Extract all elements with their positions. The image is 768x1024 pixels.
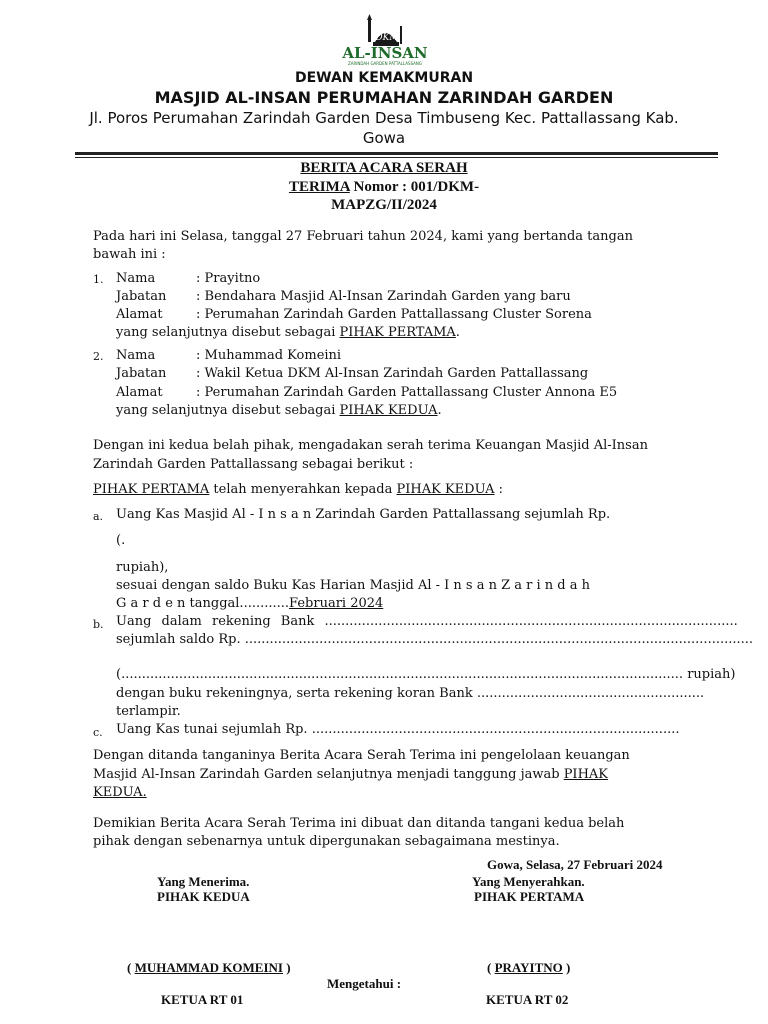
intro-line-2: bawah ini :	[93, 247, 166, 262]
party1-note-prefix: yang selanjutnya disebut sebagai	[116, 325, 340, 340]
item-a-line-5	[116, 596, 383, 611]
address-line-1: Jl. Poros Perumahan Zarindah Garden Desa Timbuseng Kec. Pattallassang Kab.	[89, 109, 679, 127]
item-b-line-3: (........................................................................................................................................ rupiah)	[116, 667, 736, 682]
right-role: Yang Menyerahkan.	[472, 874, 585, 889]
left-signatory	[127, 960, 291, 976]
party1-note	[116, 325, 460, 340]
para2-line-1: Dengan ditanda tanganinya Berita Acara Serah Terima ini pengelolaan keuangan	[93, 748, 630, 763]
handover-p2: PIHAK KEDUA	[396, 482, 495, 497]
party1-nama-label: Nama	[116, 271, 156, 286]
item-a-marker: a.	[93, 510, 104, 523]
left-role: Yang Menerima.	[157, 874, 250, 889]
handover-end: :	[494, 482, 504, 497]
doc-title-2u: TERIMA	[288, 179, 350, 195]
masjid-name: MASJID AL-INSAN PERUMAHAN ZARINDAH GARDEN	[154, 88, 614, 107]
doc-title-1: BERITA ACARA SERAH	[300, 160, 468, 176]
party2-nama-value: : Muhammad Komeini	[196, 348, 342, 363]
rt-right: KETUA RT 02	[486, 992, 569, 1007]
item-a-line-1: Uang Kas Masjid Al - I n s a n Zarindah Garden Pattallassang sejumlah Rp.	[116, 507, 611, 522]
party1-number: 1.	[93, 273, 104, 286]
party1-role: PIHAK PERTAMA	[339, 325, 456, 340]
logo-letters: DKM	[375, 33, 399, 43]
item-a-date: Februari 2024	[289, 596, 384, 611]
item-c-line-1: Uang Kas tunai sejumlah Rp. .........................................................................................	[116, 722, 680, 737]
intro-line-1: Pada hari ini Selasa, tanggal 27 Februari tahun 2024, kami yang bertanda tangan	[93, 229, 633, 244]
doc-title-line-3: MAPZG/II/2024	[331, 197, 437, 213]
party2-jabatan-value: : Wakil Ketua DKM Al-Insan Zarindah Garden Pattallassang	[196, 366, 589, 381]
party2-note-suffix: .	[437, 403, 442, 418]
para2-line-2-text: Masjid Al-Insan Zarindah Garden selanjutnya menjadi tanggung jawab	[93, 767, 564, 782]
item-b-line-4: dengan buku rekeningnya, serta rekening koran Bank .......................................................	[116, 686, 705, 701]
item-b-line-5: terlampir.	[116, 704, 181, 719]
left-signatory-name: MUHAMMAD KOMEINI	[134, 960, 283, 975]
party1-nama-value: : Prayitno	[196, 271, 261, 286]
doc-title-line-2	[0, 179, 768, 196]
party2-note	[116, 403, 442, 418]
para2-line-3	[93, 785, 147, 800]
right-signatory-name: PRAYITNO	[494, 960, 563, 975]
item-b-line-2: sejumlah saldo Rp. ...........................................................................................................................	[116, 632, 754, 647]
party1-note-suffix: .	[455, 325, 460, 340]
item-a-line-3: rupiah),	[116, 560, 169, 575]
logo-name: AL-INSAN	[342, 44, 428, 62]
header-divider-thin	[75, 157, 718, 158]
party2-number: 2.	[93, 350, 104, 363]
party1-jabatan-label: Jabatan	[116, 289, 167, 304]
org-name: DEWAN KEMAKMURAN	[294, 70, 474, 86]
party2-jabatan-label: Jabatan	[116, 366, 167, 381]
para2-kedua: KEDUA.	[93, 785, 147, 800]
party1-jabatan-value: : Bendahara Masjid Al-Insan Zarindah Garden yang baru	[196, 289, 571, 304]
right-signatory	[487, 960, 570, 976]
logo-subtitle: ZARINDAH GARDEN PATTALLASSANG	[347, 61, 423, 66]
para2-line-2	[93, 767, 608, 782]
left-paren-close: )	[283, 960, 291, 975]
para3-line-1: Demikian Berita Acara Serah Terima ini dibuat dan ditanda tangani kedua belah	[93, 816, 625, 831]
item-a-date-prefix: G a r d e n tanggal............	[116, 596, 290, 611]
item-a-line-4: sesuai dengan saldo Buku Kas Harian Masjid Al - I n s a n Z a r i n d a h	[116, 578, 591, 593]
handover-mid: telah menyerahkan kepada	[209, 482, 397, 497]
doc-title-line-1	[0, 160, 768, 177]
para1-line-1: Dengan ini kedua belah pihak, mengadakan serah terima Keuangan Masjid Al-Insan	[93, 438, 648, 453]
left-paren-open: (	[127, 960, 135, 975]
mosque-icon	[335, 12, 435, 74]
para3-line-2: pihak dengan sebenarnya untuk dipergunakan sebagaimana mestinya.	[93, 834, 560, 849]
right-paren-open: (	[487, 960, 495, 975]
signature-place-date: Gowa, Selasa, 27 Februari 2024	[487, 857, 663, 872]
header-divider-thick	[75, 152, 718, 155]
item-a-line-2: (.	[116, 533, 126, 548]
item-c-marker: c.	[93, 726, 103, 739]
party2-nama-label: Nama	[116, 348, 156, 363]
party1-alamat-label: Alamat	[116, 307, 163, 322]
para2-pihak: PIHAK	[563, 767, 609, 782]
rt-left: KETUA RT 01	[161, 992, 244, 1007]
handover-line	[93, 482, 503, 497]
party2-role: PIHAK KEDUA	[339, 403, 438, 418]
left-party: PIHAK KEDUA	[157, 889, 250, 904]
party2-note-prefix: yang selanjutnya disebut sebagai	[116, 403, 340, 418]
party2-alamat-label: Alamat	[116, 385, 163, 400]
para1-line-2: Zarindah Garden Pattallassang sebagai berikut :	[93, 457, 414, 472]
doc-title-2: Nomor : 001/DKM-	[349, 179, 480, 195]
right-party: PIHAK PERTAMA	[474, 889, 585, 904]
mengetahui-label: Mengetahui :	[327, 976, 402, 991]
masjid-logo	[335, 12, 435, 74]
item-b-marker: b.	[93, 618, 104, 631]
party1-alamat-value: : Perumahan Zarindah Garden Pattallassang Cluster Sorena	[196, 307, 592, 322]
handover-p1: PIHAK PERTAMA	[93, 482, 210, 497]
right-paren-close: )	[562, 960, 571, 975]
party2-alamat-value: : Perumahan Zarindah Garden Pattallassang Cluster Annona E5	[196, 385, 618, 400]
address-line-2: Gowa	[362, 129, 406, 147]
item-b-line-1: Uang dalam rekening Bank ....................................................................................................	[116, 614, 738, 629]
